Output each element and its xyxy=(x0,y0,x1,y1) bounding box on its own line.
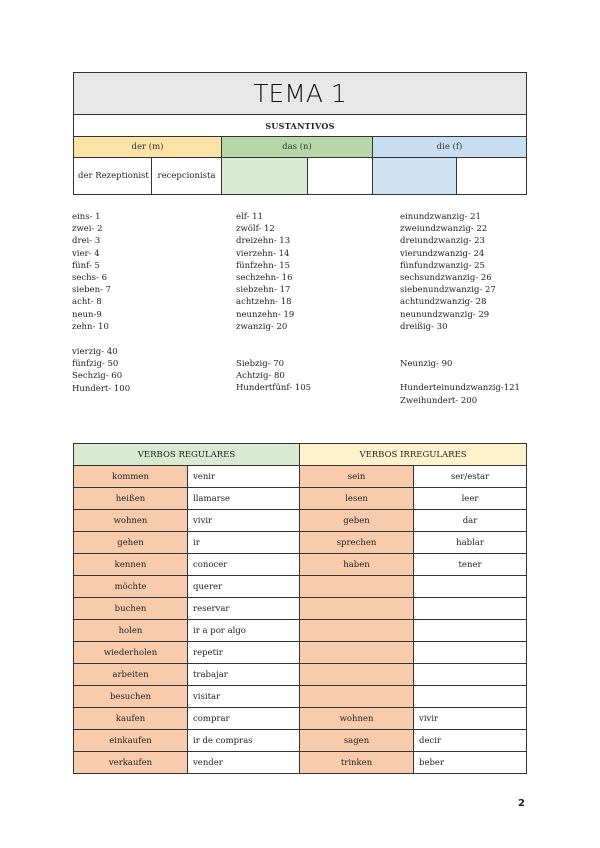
regular-verb-german: holen xyxy=(74,620,188,642)
number-item: Hunderteinundzwanzig-121 xyxy=(400,383,520,394)
number-item: achtzehn- 18 xyxy=(236,297,292,308)
numbers-col-3 xyxy=(400,211,496,333)
numbers-extra-1 xyxy=(72,346,130,395)
irregular-verb-spanish xyxy=(414,642,527,664)
irregular-verb-german xyxy=(300,686,414,708)
gender-der-header: der (m) xyxy=(74,137,222,158)
das-translation-cell xyxy=(308,158,373,195)
der-word-cell: der Rezeptionist xyxy=(74,158,152,195)
irregular-verb-german: lesen xyxy=(300,488,414,510)
number-item: acht- 8 xyxy=(72,297,102,308)
number-item: neunzehn- 19 xyxy=(236,309,295,320)
table-row xyxy=(74,686,527,708)
regular-verb-german: kaufen xyxy=(74,708,188,730)
regular-verb-german: wohnen xyxy=(74,510,188,532)
table-row xyxy=(74,598,527,620)
number-item: siebzehn- 17 xyxy=(236,285,291,296)
table-row xyxy=(74,708,527,730)
irregular-verb-german: trinken xyxy=(300,752,414,774)
number-item: fünf- 5 xyxy=(72,260,100,271)
irregular-verb-german: wohnen xyxy=(300,708,414,730)
irregular-verb-german xyxy=(300,598,414,620)
irregular-verb-german xyxy=(300,620,414,642)
number-item: vierzig- 40 xyxy=(72,347,118,357)
number-item: dreizehn- 13 xyxy=(236,236,291,247)
regular-verb-spanish: querer xyxy=(188,576,300,598)
regular-verb-spanish: comprar xyxy=(188,708,300,730)
gender-die-header: die (f) xyxy=(373,137,527,158)
number-item: dreiundzwanzig- 23 xyxy=(400,236,485,247)
number-item: Sechzig- 60 xyxy=(72,371,123,382)
irregular-verb-german xyxy=(300,664,414,686)
regular-verb-german: kennen xyxy=(74,554,188,576)
irregular-verb-german: sprechen xyxy=(300,532,414,554)
irregular-verb-german: sein xyxy=(300,466,414,488)
table-row xyxy=(74,510,527,532)
number-item: neun-9 xyxy=(72,309,102,320)
table-row xyxy=(74,576,527,598)
irregular-verb-spanish: vivir xyxy=(414,708,527,730)
number-item: fünfundzwanzig- 25 xyxy=(400,260,485,271)
irregular-verb-spanish xyxy=(414,620,527,642)
regular-verb-spanish: ir de compras xyxy=(188,730,300,752)
irregular-verb-german xyxy=(300,642,414,664)
regular-verb-spanish: trabajar xyxy=(188,664,300,686)
irregular-verb-spanish xyxy=(414,664,527,686)
page-title: TEMA 1 xyxy=(74,73,527,115)
table-row xyxy=(74,532,527,554)
irregular-verb-german xyxy=(300,576,414,598)
regular-verb-german: besuchen xyxy=(74,686,188,708)
irregular-verb-spanish: beber xyxy=(414,752,527,774)
verbs-table xyxy=(73,443,527,774)
regular-verb-spanish: llamarse xyxy=(188,488,300,510)
number-item: sechs- 6 xyxy=(72,273,107,284)
irregular-verb-spanish xyxy=(414,686,527,708)
regular-verb-german: heißen xyxy=(74,488,188,510)
number-item: Neunzig- 90 xyxy=(400,359,453,369)
number-item: Achtzig- 80 xyxy=(236,371,285,382)
table-row xyxy=(74,620,527,642)
numbers-extra-2 xyxy=(236,358,311,395)
number-item: dreißig- 30 xyxy=(400,321,448,332)
die-word-cell xyxy=(373,158,457,195)
regular-verb-german: buchen xyxy=(74,598,188,620)
regular-verb-spanish: visitar xyxy=(188,686,300,708)
number-item: neunundzwanzig- 29 xyxy=(400,309,490,320)
das-word-cell xyxy=(222,158,308,195)
number-item: zweiundzwanzig- 22 xyxy=(400,224,488,235)
regular-verb-spanish: ir xyxy=(188,532,300,554)
number-item: siebenundzwanzig- 27 xyxy=(400,285,496,296)
numbers-col-1 xyxy=(72,211,111,333)
regular-verb-german: verkaufen xyxy=(74,752,188,774)
regular-verb-spanish: vivir xyxy=(188,510,300,532)
number-item: elf- 11 xyxy=(236,212,263,222)
table-row xyxy=(74,752,527,774)
number-item: eins- 1 xyxy=(72,212,101,222)
regular-verb-spanish: venir xyxy=(188,466,300,488)
irregular-verb-spanish xyxy=(414,598,527,620)
number-item: einundzwanzig- 21 xyxy=(400,212,481,222)
number-item: Hundert- 100 xyxy=(72,383,131,394)
irregular-verb-german: haben xyxy=(300,554,414,576)
regular-verb-german: kommen xyxy=(74,466,188,488)
die-translation-cell xyxy=(457,158,527,195)
number-item: sieben- 7 xyxy=(72,285,112,296)
regular-verb-spanish: ir a por algo xyxy=(188,620,300,642)
regular-verb-german: gehen xyxy=(74,532,188,554)
irregular-verb-spanish: decir xyxy=(414,730,527,752)
nouns-table xyxy=(73,72,527,195)
gender-das-header: das (n) xyxy=(222,137,373,158)
number-item: vierundzwanzig- 24 xyxy=(400,248,485,259)
number-item: zwölf- 12 xyxy=(236,224,275,235)
number-item: Siebzig- 70 xyxy=(236,359,285,369)
table-row xyxy=(74,642,527,664)
page-number: 2 xyxy=(518,798,525,809)
irregular-verb-german: geben xyxy=(300,510,414,532)
regular-verb-spanish: reservar xyxy=(188,598,300,620)
number-item: Zweihundert- 200 xyxy=(400,395,478,406)
number-item: vierzehn- 14 xyxy=(236,248,290,259)
number-item: drei- 3 xyxy=(72,236,101,247)
table-row xyxy=(74,664,527,686)
number-item: zehn- 10 xyxy=(72,321,109,332)
irregular-verb-german: sagen xyxy=(300,730,414,752)
irregular-verb-spanish: leer xyxy=(414,488,527,510)
irregular-verb-spanish: tener xyxy=(414,554,527,576)
regular-verb-spanish: vender xyxy=(188,752,300,774)
irregular-verb-spanish: dar xyxy=(414,510,527,532)
regular-verb-german: einkaufen xyxy=(74,730,188,752)
numbers-col-2 xyxy=(236,211,294,333)
regular-verb-german: möchte xyxy=(74,576,188,598)
number-item: Hundertfünf- 105 xyxy=(236,383,312,394)
number-item: sechsundzwanzig- 26 xyxy=(400,273,492,284)
number-item: fünfzehn- 15 xyxy=(236,260,291,271)
table-row xyxy=(74,554,527,576)
regular-verbs-header: VERBOS REGULARES xyxy=(74,444,300,466)
nouns-subtitle: SUSTANTIVOS xyxy=(74,115,527,137)
regular-verb-spanish: conocer xyxy=(188,554,300,576)
number-item: sechzehn- 16 xyxy=(236,273,293,284)
der-translation-cell: recepcionista xyxy=(152,158,222,195)
regular-verb-german: wiederholen xyxy=(74,642,188,664)
irregular-verb-spanish xyxy=(414,576,527,598)
number-item: fünfzig- 50 xyxy=(72,359,119,370)
irregular-verb-spanish: ser/estar xyxy=(414,466,527,488)
number-item: vier- 4 xyxy=(72,248,100,259)
number-item: zwanzig- 20 xyxy=(236,321,288,332)
table-row xyxy=(74,466,527,488)
irregular-verb-spanish: hablar xyxy=(414,532,527,554)
irregular-verbs-header: VERBOS IRREGULARES xyxy=(300,444,527,466)
regular-verb-spanish: repetir xyxy=(188,642,300,664)
table-row xyxy=(74,730,527,752)
number-item: achtundzwanzig- 28 xyxy=(400,297,487,308)
numbers-extra-3 xyxy=(400,358,520,407)
regular-verb-german: arbeiten xyxy=(74,664,188,686)
number-item: zwei- 2 xyxy=(72,224,103,235)
table-row xyxy=(74,488,527,510)
